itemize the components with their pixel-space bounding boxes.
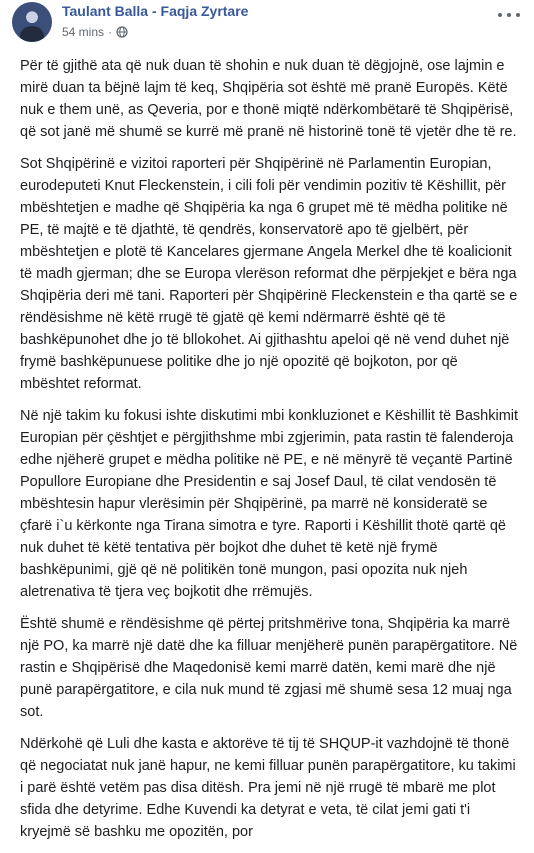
more-options-icon[interactable] xyxy=(498,8,520,22)
post-body xyxy=(20,55,520,853)
post-paragraph: Është shumë e rëndësishme që përtej pritshmërive tona, Shqipëria ka marrë një PO, ka marrë një datë dhe ka filluar menjëherë punën parapërgatitore. Në rastin e Shqipërisë dhe Maqedonisë kemi marrë datën, kemi marë dhe një punë parapërgatitore, e cila nuk mund të zgjasi më shumë sesa 12 muaj nga sot. xyxy=(20,616,518,720)
post-time[interactable]: 54 mins xyxy=(62,25,105,39)
globe-icon[interactable] xyxy=(116,26,128,38)
post-paragraph: Në një takim ku fokusi ishte diskutimi mbi konkluzionet e Këshillit të Bashkimit Europian për çështjet e përgjithshme mbi zgjerimin, pata rastin të falenderoja edhe njëherë grupet e mëdha politike në PE, e në mënyrë të veçantë Partinë Popullore Europiane dhe Presidentin e saj Josef Daul, të cilat vendosën të mbështesin hapur vlerësimin për Shqipërinë, pa marrë në konsideratë se çfarë i`u kërkonte nga Tirana simotra e tyre. Raporti i Këshillit thotë qartë që nuk duhet të këtë tentativa për bojkot dhe duhet të ketë një frymë bashkëpunimi, gjë që në politikën tonë mungon, pasi opozita nuk njeh aletrenativa të tjera veç bojkotit dhe rrëmujës. xyxy=(20,408,519,600)
author-name[interactable]: Taulant Balla - Faqja Zyrtare xyxy=(62,3,249,19)
post-header xyxy=(0,0,534,50)
meta-separator: · xyxy=(108,25,113,39)
post-paragraph: Për të gjithë ata që nuk duan të shohin e nuk duan të dëgjojnë, ose lajmin e mirë duan ta bëjnë lajm të keq, Shqipëria sot është më pranë Europës. Këtë nuk e them unë, as Qeveria, por e thonë miqtë ndërkombëtarë të Shqipërisë, që sot janë më shumë se kurrë më pranë në historinë tonë të vjetër dhe të re. xyxy=(20,58,517,140)
post-meta xyxy=(62,24,128,40)
post-paragraph: Sot Shqipërinë e vizitoi raporteri për Shqipërinë në Parlamentin Europian, eurodeputeti Knut Fleckenstein, i cili foli për vendimin pozitiv të Këshillit, për mbështetjen e madhe që Shqipëria ka nga 6 grupet më të mëdha politike në PE, të majtë e të djathtë, të qendrës, konservatorë apo të gjelbërt, për mbështetjen e plotë të Kancelares gjermane Angela Merkel dhe të koalicionit të madh gjerman; dhe se Europa vlerëson reformat dhe përpjekjet e bëra nga Shqipëria deri më tani. Raporteri për Shqipërinë Fleckenstein e tha qartë se e rëndësishme në këtë rrugë të gjatë që kemi ndërmarrë është që të bashkëpunohet dhe jo të bllokohet. Ai gjithashtu apeloi që në vend duhet një frymë bashkëpunuese politike dhe jo një opozitë që bojkoton, por që mbështet reformat. xyxy=(20,156,518,392)
avatar[interactable] xyxy=(12,2,52,42)
post-paragraph: Ndërkohë që Luli dhe kasta e aktorëve të tij të SHQUP-it vazhdojnë të thonë që negociatat nuk janë hapur, ne kemi filluar punën parapërgatitore, ku takimi i parë është vetëm pas disa ditësh. Pra jemi në një rrugë të mbarë me plot sfida dhe detyrime. Edhe Kuvendi ka detyrat e veta, të cilat jemi gati t'i kryejmë së bashku me opozitën, por xyxy=(20,736,516,840)
